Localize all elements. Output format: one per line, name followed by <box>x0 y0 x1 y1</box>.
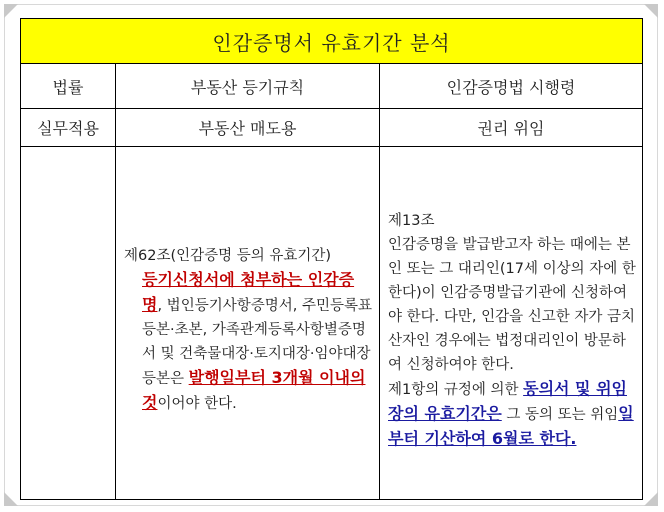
registry-end-text: 이어야 한다. <box>157 396 237 412</box>
corner-decoration <box>644 4 658 18</box>
practice-seal-act: 권리 위임 <box>380 109 643 147</box>
seal-act-validity-clause <box>388 377 638 452</box>
registry-rules-content <box>116 147 380 500</box>
corner-decoration <box>644 492 658 506</box>
empty-cell <box>21 147 116 500</box>
seal-act-content <box>380 147 643 500</box>
seal-act-highlight-period: 일부터 기산하여 6월로 한다. <box>388 403 634 448</box>
registry-highlight-period: 발행일부터 3개월 이내의 것 <box>142 368 366 412</box>
validity-analysis-table <box>20 18 643 500</box>
registry-middle-text: , 법인등기사항증명서, 주민등록표등본·초본, 가족관계등록사항별증명서 및 건축물대장·토지대장·임야대장 등본은 <box>142 298 373 387</box>
corner-decoration <box>4 4 18 18</box>
practice-registry: 부동산 매도용 <box>116 109 380 147</box>
registry-article: 제62조(인감증명 등의 유효기간) <box>124 248 332 264</box>
registry-paragraph <box>124 268 373 416</box>
practice-label: 실무적용 <box>21 109 116 147</box>
header-registry-rules: 부동산 등기규칙 <box>116 64 380 109</box>
seal-act-article: 제13조 <box>388 212 435 229</box>
header-seal-act: 인감증명법 시행령 <box>380 64 643 109</box>
seal-act-mid: 그 동의 또는 위임 <box>501 406 619 423</box>
seal-act-paragraph: 인감증명을 발급받고자 하는 때에는 본인 또는 그 대리인(17세 이상의 자에 한한다)이 인감증명발급기관에 신청하여야 한다. 다만, 인감을 신고한 자가 금치산자인 경우에는 법정대리인이 방문하여 신청하여야 한다. <box>388 236 636 373</box>
header-law: 법률 <box>21 64 116 109</box>
seal-act-lead: 제1항의 규정에 의한 <box>388 381 524 398</box>
seal-act-highlight-docs: 동의서 및 위임장의 유효기간은 <box>388 378 627 423</box>
corner-decoration <box>4 492 18 506</box>
table-title: 인감증명서 유효기간 분석 <box>21 19 643 64</box>
registry-highlight-seal: 등기신청서에 첨부하는 인감증명 <box>142 270 355 314</box>
